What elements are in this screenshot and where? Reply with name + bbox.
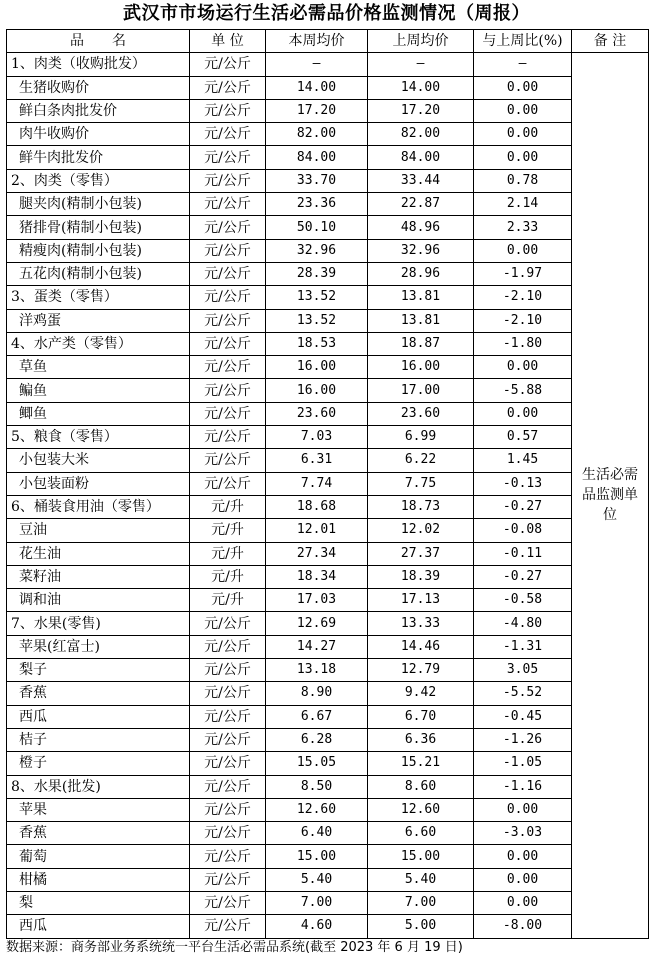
item-unit: 元/公斤 — [190, 659, 266, 682]
item-name: 豆油 — [7, 519, 190, 542]
item-change-percent: -8.00 — [474, 915, 572, 938]
item-change-percent: 0.00 — [474, 798, 572, 821]
item-this-week-price: 32.96 — [266, 239, 368, 262]
item-this-week-price: 13.18 — [266, 659, 368, 682]
item-this-week-price: 14.27 — [266, 635, 368, 658]
item-change-percent: 3.05 — [474, 659, 572, 682]
item-name: 菜籽油 — [7, 565, 190, 588]
item-change-percent: 0.78 — [474, 169, 572, 192]
col-header-this-week: 本周均价 — [266, 30, 368, 53]
item-last-week-price: 17.13 — [368, 589, 474, 612]
item-name: 苹果 — [7, 798, 190, 821]
item-name: 调和油 — [7, 589, 190, 612]
item-last-week-price: — — [368, 53, 474, 76]
col-header-change: 与上周比(%) — [474, 30, 572, 53]
item-name: 6、桶装食用油（零售） — [7, 495, 190, 518]
item-name: 肉牛收购价 — [7, 123, 190, 146]
item-this-week-price: 84.00 — [266, 146, 368, 169]
table-row — [7, 775, 649, 798]
item-change-percent: -0.27 — [474, 495, 572, 518]
item-last-week-price: 6.60 — [368, 822, 474, 845]
item-name: 小包装面粉 — [7, 472, 190, 495]
item-unit: 元/公斤 — [190, 146, 266, 169]
item-last-week-price: 7.75 — [368, 472, 474, 495]
item-unit: 元/公斤 — [190, 76, 266, 99]
item-change-percent: 0.00 — [474, 99, 572, 122]
item-last-week-price: 16.00 — [368, 356, 474, 379]
item-this-week-price: 18.34 — [266, 565, 368, 588]
table-row — [7, 728, 649, 751]
item-change-percent: -0.45 — [474, 705, 572, 728]
item-name: 橙子 — [7, 752, 190, 775]
item-unit: 元/公斤 — [190, 216, 266, 239]
item-change-percent: -1.97 — [474, 262, 572, 285]
item-name: 1、肉类（收购批发） — [7, 53, 190, 76]
item-this-week-price: 50.10 — [266, 216, 368, 239]
item-last-week-price: 28.96 — [368, 262, 474, 285]
item-name: 花生油 — [7, 542, 190, 565]
item-unit: 元/公斤 — [190, 752, 266, 775]
item-this-week-price: 6.40 — [266, 822, 368, 845]
item-this-week-price: 16.00 — [266, 379, 368, 402]
item-change-percent: -1.26 — [474, 728, 572, 751]
item-last-week-price: 32.96 — [368, 239, 474, 262]
item-unit: 元/公斤 — [190, 635, 266, 658]
item-name: 小包装大米 — [7, 449, 190, 472]
table-row — [7, 868, 649, 891]
item-this-week-price: 17.20 — [266, 99, 368, 122]
item-change-percent: 0.00 — [474, 239, 572, 262]
table-row — [7, 356, 649, 379]
item-unit: 元/公斤 — [190, 123, 266, 146]
item-last-week-price: 6.70 — [368, 705, 474, 728]
item-name: 洋鸡蛋 — [7, 309, 190, 332]
item-last-week-price: 12.60 — [368, 798, 474, 821]
item-name: 草鱼 — [7, 356, 190, 379]
item-change-percent: 0.00 — [474, 123, 572, 146]
table-row — [7, 193, 649, 216]
item-unit: 元/公斤 — [190, 53, 266, 76]
item-name: 香蕉 — [7, 682, 190, 705]
item-change-percent: -0.13 — [474, 472, 572, 495]
item-unit: 元/升 — [190, 519, 266, 542]
item-last-week-price: 18.73 — [368, 495, 474, 518]
item-this-week-price: 12.01 — [266, 519, 368, 542]
item-last-week-price: 6.22 — [368, 449, 474, 472]
item-name: 4、水产类（零售） — [7, 332, 190, 355]
price-table — [6, 29, 649, 939]
item-change-percent: -0.08 — [474, 519, 572, 542]
table-body — [7, 53, 649, 938]
item-this-week-price: 6.31 — [266, 449, 368, 472]
item-name: 梨子 — [7, 659, 190, 682]
item-last-week-price: 23.60 — [368, 402, 474, 425]
item-last-week-price: 12.79 — [368, 659, 474, 682]
item-this-week-price: 28.39 — [266, 262, 368, 285]
item-change-percent: -0.11 — [474, 542, 572, 565]
item-last-week-price: 82.00 — [368, 123, 474, 146]
item-this-week-price: 6.67 — [266, 705, 368, 728]
item-last-week-price: 18.87 — [368, 332, 474, 355]
item-unit: 元/公斤 — [190, 379, 266, 402]
item-last-week-price: 18.39 — [368, 565, 474, 588]
item-change-percent: 2.33 — [474, 216, 572, 239]
col-header-unit: 单 位 — [190, 30, 266, 53]
item-last-week-price: 48.96 — [368, 216, 474, 239]
report-title: 武汉市市场运行生活必需品价格监测情况（周报） — [123, 3, 530, 24]
table-row — [7, 76, 649, 99]
item-this-week-price: 18.53 — [266, 332, 368, 355]
table-row — [7, 309, 649, 332]
item-change-percent: -1.31 — [474, 635, 572, 658]
item-unit: 元/升 — [190, 542, 266, 565]
item-this-week-price: 33.70 — [266, 169, 368, 192]
item-change-percent: 0.00 — [474, 845, 572, 868]
item-change-percent: 0.00 — [474, 146, 572, 169]
item-this-week-price: 15.05 — [266, 752, 368, 775]
item-unit: 元/升 — [190, 495, 266, 518]
item-last-week-price: 17.20 — [368, 99, 474, 122]
item-name: 鲫鱼 — [7, 402, 190, 425]
item-name: 梨 — [7, 891, 190, 914]
item-last-week-price: 27.37 — [368, 542, 474, 565]
item-name: 香蕉 — [7, 822, 190, 845]
item-name: 柑橘 — [7, 868, 190, 891]
table-row — [7, 495, 649, 518]
item-change-percent: -2.10 — [474, 309, 572, 332]
table-row — [7, 915, 649, 938]
item-unit: 元/公斤 — [190, 915, 266, 938]
table-row — [7, 682, 649, 705]
item-change-percent: 2.14 — [474, 193, 572, 216]
item-this-week-price: 27.34 — [266, 542, 368, 565]
item-name: 生猪收购价 — [7, 76, 190, 99]
table-row — [7, 705, 649, 728]
item-unit: 元/公斤 — [190, 705, 266, 728]
table-row — [7, 169, 649, 192]
item-change-percent: 0.00 — [474, 891, 572, 914]
item-last-week-price: 12.02 — [368, 519, 474, 542]
item-last-week-price: 84.00 — [368, 146, 474, 169]
col-header-name: 品 名 — [7, 30, 190, 53]
table-row — [7, 262, 649, 285]
item-change-percent: -1.80 — [474, 332, 572, 355]
item-name: 鳊鱼 — [7, 379, 190, 402]
table-row — [7, 798, 649, 821]
table-row — [7, 472, 649, 495]
item-name: 桔子 — [7, 728, 190, 751]
item-unit: 元/公斤 — [190, 332, 266, 355]
item-last-week-price: 8.60 — [368, 775, 474, 798]
item-last-week-price: 17.00 — [368, 379, 474, 402]
item-name: 五花肉(精制小包装) — [7, 262, 190, 285]
item-unit: 元/公斤 — [190, 426, 266, 449]
table-row — [7, 146, 649, 169]
table-row — [7, 565, 649, 588]
item-this-week-price: 17.03 — [266, 589, 368, 612]
item-this-week-price: 7.74 — [266, 472, 368, 495]
item-last-week-price: 5.40 — [368, 868, 474, 891]
item-name: 西瓜 — [7, 915, 190, 938]
item-name: 腿夹肉(精制小包装) — [7, 193, 190, 216]
item-this-week-price: 6.28 — [266, 728, 368, 751]
item-last-week-price: 6.99 — [368, 426, 474, 449]
item-this-week-price: 7.03 — [266, 426, 368, 449]
item-last-week-price: 33.44 — [368, 169, 474, 192]
item-change-percent: -5.88 — [474, 379, 572, 402]
table-row — [7, 332, 649, 355]
item-last-week-price: 6.36 — [368, 728, 474, 751]
item-unit: 元/公斤 — [190, 868, 266, 891]
item-unit: 元/公斤 — [190, 99, 266, 122]
table-header-row — [7, 30, 649, 53]
table-row — [7, 99, 649, 122]
item-name: 3、蛋类（零售） — [7, 286, 190, 309]
item-last-week-price: 13.33 — [368, 612, 474, 635]
item-last-week-price: 14.00 — [368, 76, 474, 99]
item-last-week-price: 7.00 — [368, 891, 474, 914]
item-unit: 元/公斤 — [190, 262, 266, 285]
table-row — [7, 519, 649, 542]
col-header-last-week: 上周均价 — [368, 30, 474, 53]
item-unit: 元/公斤 — [190, 728, 266, 751]
table-row — [7, 123, 649, 146]
item-unit: 元/公斤 — [190, 309, 266, 332]
table-row — [7, 589, 649, 612]
item-change-percent: -0.27 — [474, 565, 572, 588]
item-change-percent: -1.16 — [474, 775, 572, 798]
item-this-week-price: 5.40 — [266, 868, 368, 891]
item-name: 2、肉类（零售） — [7, 169, 190, 192]
item-last-week-price: 9.42 — [368, 682, 474, 705]
item-unit: 元/升 — [190, 589, 266, 612]
item-change-percent: -3.03 — [474, 822, 572, 845]
item-last-week-price: 22.87 — [368, 193, 474, 216]
item-change-percent: 0.00 — [474, 402, 572, 425]
table-row — [7, 891, 649, 914]
item-change-percent: -4.80 — [474, 612, 572, 635]
col-header-note: 备 注 — [572, 30, 649, 53]
item-unit: 元/公斤 — [190, 822, 266, 845]
item-last-week-price: 15.00 — [368, 845, 474, 868]
item-this-week-price: — — [266, 53, 368, 76]
item-change-percent: -1.05 — [474, 752, 572, 775]
item-unit: 元/公斤 — [190, 239, 266, 262]
item-unit: 元/公斤 — [190, 356, 266, 379]
item-change-percent: -0.58 — [474, 589, 572, 612]
table-row — [7, 402, 649, 425]
item-this-week-price: 4.60 — [266, 915, 368, 938]
table-row — [7, 426, 649, 449]
table-row — [7, 449, 649, 472]
item-change-percent: 0.00 — [474, 868, 572, 891]
item-name: 苹果(红富士) — [7, 635, 190, 658]
table-row — [7, 635, 649, 658]
table-row — [7, 239, 649, 262]
item-name: 5、粮食（零售） — [7, 426, 190, 449]
item-change-percent: 0.57 — [474, 426, 572, 449]
item-this-week-price: 15.00 — [266, 845, 368, 868]
table-row — [7, 216, 649, 239]
item-this-week-price: 14.00 — [266, 76, 368, 99]
item-change-percent: 0.00 — [474, 76, 572, 99]
item-this-week-price: 8.50 — [266, 775, 368, 798]
item-this-week-price: 7.00 — [266, 891, 368, 914]
item-change-percent: 1.45 — [474, 449, 572, 472]
item-this-week-price: 13.52 — [266, 286, 368, 309]
item-this-week-price: 23.36 — [266, 193, 368, 216]
item-unit: 元/公斤 — [190, 472, 266, 495]
item-this-week-price: 82.00 — [266, 123, 368, 146]
table-row — [7, 822, 649, 845]
table-row — [7, 752, 649, 775]
item-change-percent: -5.52 — [474, 682, 572, 705]
item-unit: 元/公斤 — [190, 612, 266, 635]
item-this-week-price: 23.60 — [266, 402, 368, 425]
item-unit: 元/公斤 — [190, 798, 266, 821]
item-name: 西瓜 — [7, 705, 190, 728]
item-unit: 元/升 — [190, 565, 266, 588]
item-change-percent: -2.10 — [474, 286, 572, 309]
item-unit: 元/公斤 — [190, 286, 266, 309]
item-name: 葡萄 — [7, 845, 190, 868]
item-last-week-price: 5.00 — [368, 915, 474, 938]
item-change-percent: 0.00 — [474, 356, 572, 379]
item-this-week-price: 13.52 — [266, 309, 368, 332]
item-this-week-price: 8.90 — [266, 682, 368, 705]
item-this-week-price: 18.68 — [266, 495, 368, 518]
item-name: 7、水果(零售) — [7, 612, 190, 635]
table-row — [7, 659, 649, 682]
item-name: 鲜牛肉批发价 — [7, 146, 190, 169]
table-row — [7, 612, 649, 635]
item-change-percent: — — [474, 53, 572, 76]
table-row — [7, 286, 649, 309]
item-this-week-price: 12.60 — [266, 798, 368, 821]
item-name: 8、水果(批发) — [7, 775, 190, 798]
table-row — [7, 53, 649, 76]
item-this-week-price: 16.00 — [266, 356, 368, 379]
item-last-week-price: 13.81 — [368, 286, 474, 309]
item-unit: 元/公斤 — [190, 845, 266, 868]
table-row — [7, 542, 649, 565]
item-unit: 元/公斤 — [190, 891, 266, 914]
item-name: 鲜白条肉批发价 — [7, 99, 190, 122]
item-this-week-price: 12.69 — [266, 612, 368, 635]
item-unit: 元/公斤 — [190, 449, 266, 472]
item-unit: 元/公斤 — [190, 775, 266, 798]
item-unit: 元/公斤 — [190, 402, 266, 425]
item-last-week-price: 15.21 — [368, 752, 474, 775]
item-name: 精瘦肉(精制小包装) — [7, 239, 190, 262]
item-last-week-price: 13.81 — [368, 309, 474, 332]
item-unit: 元/公斤 — [190, 193, 266, 216]
item-last-week-price: 14.46 — [368, 635, 474, 658]
table-row — [7, 845, 649, 868]
note-cell: 生活必需品监测单位 — [572, 53, 649, 938]
item-name: 猪排骨(精制小包装) — [7, 216, 190, 239]
data-source-footer: 数据来源：商务部业务系统统一平台生活必需品系统(截至 2023 年 6 月 19 日) — [6, 940, 463, 955]
table-row — [7, 379, 649, 402]
item-unit: 元/公斤 — [190, 682, 266, 705]
item-unit: 元/公斤 — [190, 169, 266, 192]
